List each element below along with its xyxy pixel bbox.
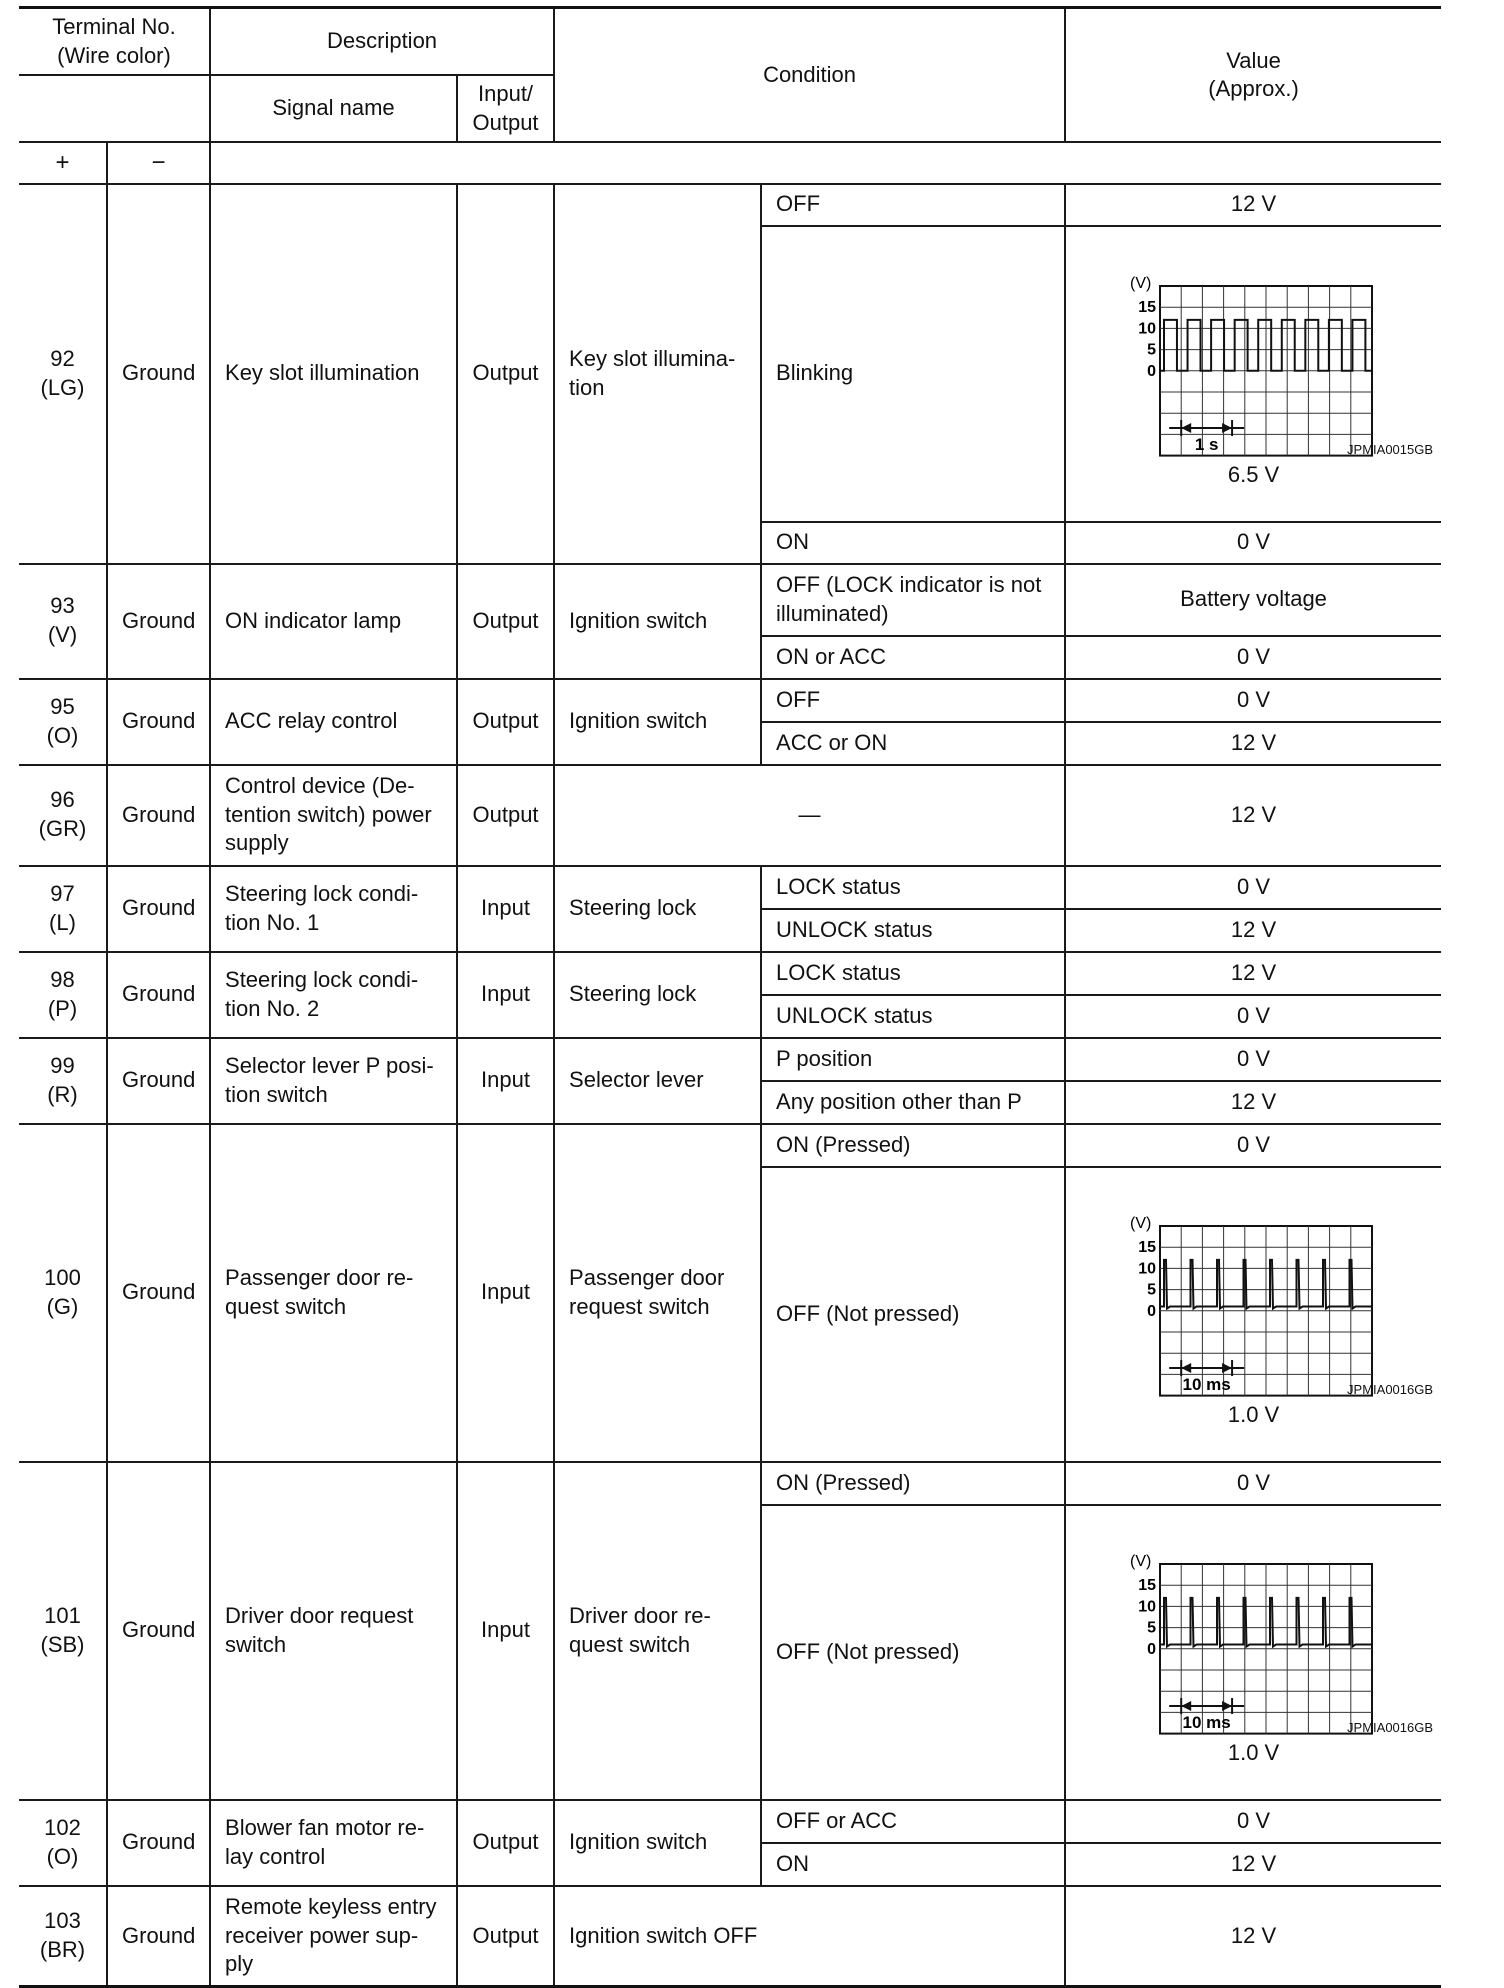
time-marker-arrow [1181,1363,1191,1373]
value-cell: 0 V [1065,866,1441,909]
terminal-cell [19,1124,107,1462]
io-cell: Output [457,679,554,765]
minus-cell: Ground [107,1800,210,1886]
condition-main-cell: Selector lever [554,1038,761,1124]
table-row [19,952,1441,995]
y-tick-label: 5 [1146,1281,1156,1299]
terminal-cell [19,1800,107,1886]
input-output-header: Input/ Output [457,75,554,142]
description-header: Description [210,8,554,76]
signal-cell: Blower fan motor re- lay control [210,1800,457,1886]
value-cell: 0 V [1065,1800,1441,1843]
wire-color: (G) [46,1293,79,1319]
terminal-number: 102 [44,1814,81,1840]
table-row [19,184,1441,226]
condition-cell: ON (Pressed) [761,1124,1065,1167]
minus-header: − [107,142,210,183]
io-cell: Input [457,1462,554,1800]
io-cell: Output [457,765,554,866]
minus-cell: Ground [107,1124,210,1462]
time-marker-arrow [1181,423,1191,433]
y-tick-label: 15 [1137,299,1156,317]
value-text: 6.5 V [1227,461,1280,487]
terminal-cell [19,866,107,952]
time-marker-arrow [1222,1363,1232,1373]
condition-main-cell: Key slot illumina- tion [554,184,761,564]
waveform-cell [1065,226,1441,522]
condition-main-cell: Ignition switch OFF [554,1886,1065,1987]
value-cell: 0 V [1065,1038,1441,1081]
terminal-cell [19,1462,107,1800]
io-cell: Input [457,1124,554,1462]
table-row [19,1462,1441,1505]
io-cell: Output [457,184,554,564]
value-cell: 12 V [1065,1081,1441,1124]
value-cell: 12 V [1065,952,1441,995]
terminal-number: 92 [50,345,75,371]
value-cell: 12 V [1065,1843,1441,1886]
terminal-number: 99 [50,1052,75,1078]
wire-color: (GR) [38,816,87,842]
time-marker-arrow [1222,423,1232,433]
terminal-cell [19,1038,107,1124]
value-text: 1.0 V [1227,1740,1280,1766]
wire-color: (O) [46,722,79,748]
figure-id: JPMIA0016GB [1347,1382,1434,1398]
minus-cell: Ground [107,564,210,679]
terminal-number: 103 [44,1908,81,1934]
y-unit-label: (V) [1129,1553,1151,1571]
condition-main-cell: Driver door re- quest switch [554,1462,761,1800]
table-row [19,1124,1441,1167]
value-cell: 12 V [1065,722,1441,765]
table-row [19,1886,1441,1987]
signal-cell: Steering lock condi- tion No. 1 [210,866,457,952]
table-row [19,1038,1441,1081]
condition-cell: LOCK status [761,952,1065,995]
wire-color: (P) [47,995,78,1021]
value-header [1065,8,1441,143]
condition-cell: OFF [761,679,1065,722]
value-cell: 0 V [1065,1462,1441,1505]
wire-color: (O) [46,1843,79,1869]
terminal-cell [19,564,107,679]
terminal-no-label: Terminal No. [52,14,176,39]
y-tick-label: 0 [1146,1303,1156,1321]
condition-cell: OFF (Not pressed) [761,1167,1065,1462]
wire-color: (LG) [40,374,85,400]
value-cell: 12 V [1065,909,1441,952]
condition-cell: LOCK status [761,866,1065,909]
condition-cell: P position [761,1038,1065,1081]
terminal-number: 96 [50,787,75,813]
minus-cell: Ground [107,1886,210,1987]
condition-main-cell: Ignition switch [554,1800,761,1886]
condition-main-cell: Ignition switch [554,679,761,765]
io-cell: Output [457,1886,554,1987]
condition-cell: ON (Pressed) [761,1462,1065,1505]
minus-cell: Ground [107,184,210,564]
approx-label: (Approx.) [1208,76,1299,102]
io-cell: Output [457,564,554,679]
terminal-cell [19,184,107,564]
terminal-number: 101 [44,1602,81,1628]
value-label: Value [1226,47,1281,73]
value-text: 1.0 V [1227,1402,1280,1428]
time-marker-arrow [1181,1701,1191,1711]
condition-cell: UNLOCK status [761,995,1065,1038]
table-row [19,679,1441,722]
y-tick-label: 5 [1146,341,1156,359]
condition-cell: ACC or ON [761,722,1065,765]
signal-name-header: Signal name [210,75,457,142]
time-marker-arrow [1222,1701,1232,1711]
y-tick-label: 0 [1146,1641,1156,1659]
value-cell: Battery voltage [1065,564,1441,636]
y-tick-label: 10 [1137,1598,1156,1616]
time-scale-label: 1 s [1194,434,1219,454]
value-cell: 0 V [1065,636,1441,679]
waveform-cell [1065,1167,1441,1462]
terminal-number: 100 [44,1264,81,1290]
signal-cell: Control device (De- tention switch) power supply [210,765,457,866]
terminal-no-header [19,8,210,76]
condition-cell: UNLOCK status [761,909,1065,952]
value-cell: 0 V [1065,522,1441,564]
wire-color: (R) [47,1081,78,1107]
signal-cell: ACC relay control [210,679,457,765]
terminal-cell [19,952,107,1038]
waveform-cell [1065,1505,1441,1800]
condition-cell: ON or ACC [761,636,1065,679]
signal-cell: Steering lock condi- tion No. 2 [210,952,457,1038]
signal-cell: Selector lever P posi- tion switch [210,1038,457,1124]
time-scale-label: 10 ms [1182,1713,1231,1733]
condition-cell: ON [761,522,1065,564]
signal-cell: Remote keyless entry receiver power sup- ply [210,1886,457,1987]
terminal-number: 97 [50,880,75,906]
wire-color: (BR) [39,1936,86,1962]
time-scale-label: 10 ms [1182,1375,1231,1395]
minus-cell: Ground [107,1462,210,1800]
condition-main-cell: — [554,765,1065,866]
table-row [19,866,1441,909]
y-tick-label: 0 [1146,362,1156,380]
condition-cell: ON [761,1843,1065,1886]
condition-header: Condition [554,8,1065,143]
condition-main-cell: Steering lock [554,866,761,952]
value-cell: 12 V [1065,1886,1441,1987]
terminal-cell [19,679,107,765]
plus-header: + [19,142,107,183]
figure-id: JPMIA0016GB [1347,1720,1434,1736]
terminal-spec-table [19,6,1441,1988]
y-tick-label: 10 [1137,320,1156,338]
signal-cell: Key slot illumination [210,184,457,564]
minus-cell: Ground [107,866,210,952]
condition-cell: OFF (Not pressed) [761,1505,1065,1800]
y-tick-label: 15 [1137,1239,1156,1257]
y-tick-label: 5 [1146,1619,1156,1637]
value-cell: 0 V [1065,679,1441,722]
wire-color: (SB) [40,1631,85,1657]
table-row [19,1800,1441,1843]
signal-cell: ON indicator lamp [210,564,457,679]
condition-cell: OFF [761,184,1065,226]
y-tick-label: 15 [1137,1577,1156,1595]
minus-cell: Ground [107,1038,210,1124]
io-cell: Input [457,952,554,1038]
condition-cell: Any position other than P [761,1081,1065,1124]
y-tick-label: 10 [1137,1260,1156,1278]
value-cell: 12 V [1065,184,1441,226]
terminal-cell [19,765,107,866]
condition-main-cell: Steering lock [554,952,761,1038]
y-unit-label: (V) [1129,1215,1151,1233]
condition-cell: Blinking [761,226,1065,522]
table-row [19,564,1441,636]
condition-cell: OFF (LOCK indicator is not illuminated) [761,564,1065,636]
condition-cell: OFF or ACC [761,1800,1065,1843]
wire-color: (V) [47,622,78,648]
io-cell: Output [457,1800,554,1886]
value-cell: 0 V [1065,1124,1441,1167]
terminal-cell [19,1886,107,1987]
y-unit-label: (V) [1129,274,1151,292]
value-cell: 0 V [1065,995,1441,1038]
condition-main-cell: Passenger door request switch [554,1124,761,1462]
terminal-number: 93 [50,593,75,619]
minus-cell: Ground [107,952,210,1038]
wire-color-label: (Wire color) [57,42,171,68]
signal-cell: Driver door request switch [210,1462,457,1800]
terminal-number: 95 [50,693,75,719]
io-cell: Input [457,1038,554,1124]
signal-cell: Passenger door re- quest switch [210,1124,457,1462]
io-cell: Input [457,866,554,952]
value-cell: 12 V [1065,765,1441,866]
minus-cell: Ground [107,765,210,866]
condition-main-cell: Ignition switch [554,564,761,679]
table-row [19,765,1441,866]
wire-color: (L) [49,909,76,935]
terminal-number: 98 [50,966,75,992]
figure-id: JPMIA0015GB [1347,441,1434,457]
minus-cell: Ground [107,679,210,765]
